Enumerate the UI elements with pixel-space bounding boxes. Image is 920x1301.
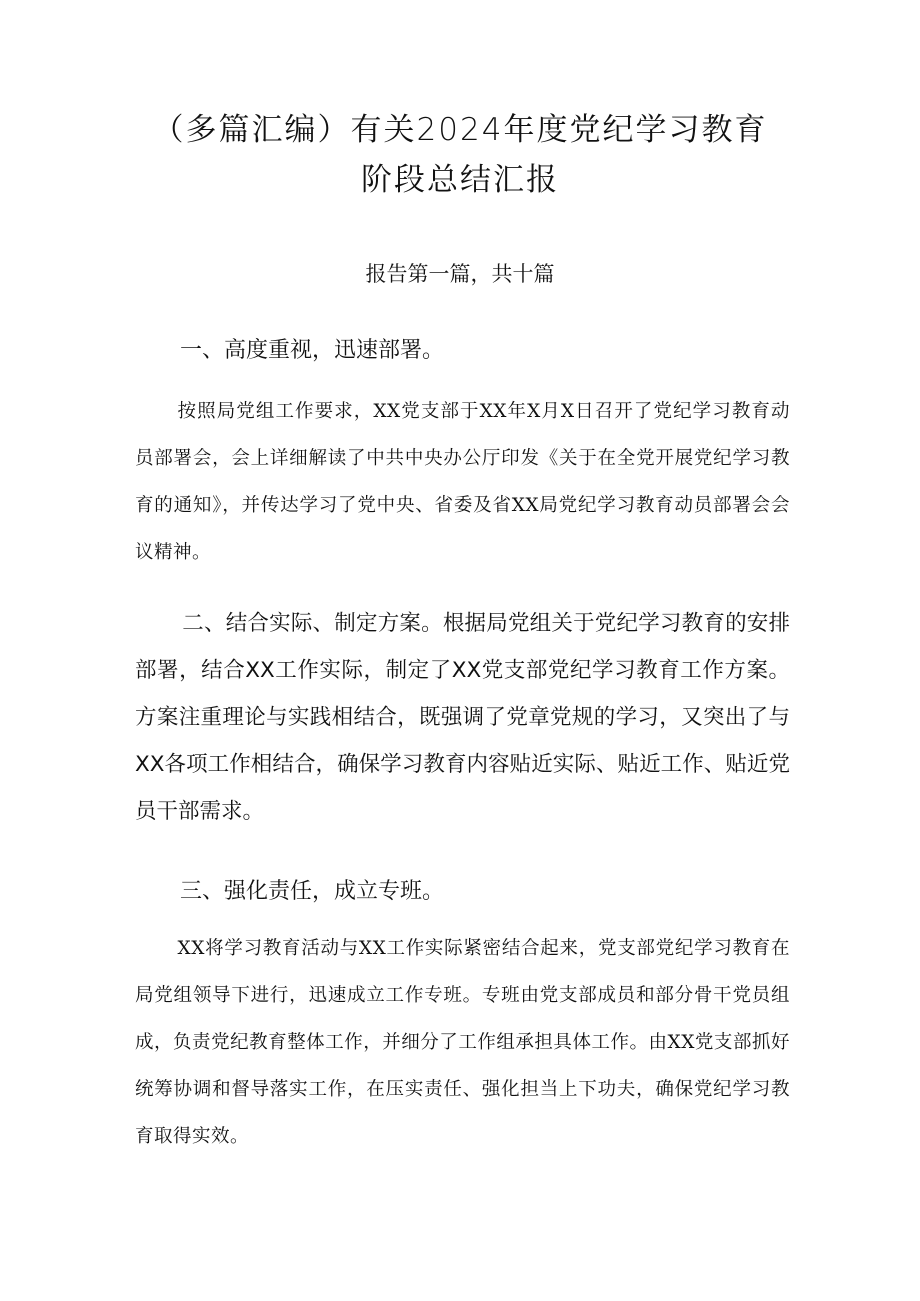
document-title-line-2: 阶段总结汇报 [361,162,559,198]
section-3-heading: 三、强化责任，成立专班。 [180,879,445,904]
section-1-heading: 一、高度重视，迅速部署。 [180,338,445,363]
report-subtitle: 报告第一篇，共十篇 [365,262,555,286]
section-1-body: 按照局党组工作要求，XX党支部于XX年X月X日召开了党纪学习教育动员部署会，会上详细解读了中共中央办公厅印发《关于在全党开展党纪学习教育的通知》，并传达学习了党中央、省委及省XX局党纪学习教育动员部署会会议精神。 [135,401,790,563]
section-3-body: XX将学习教育活动与XX工作实际紧密结合起来，党支部党纪学习教育在局党组领导下进行，迅速成立工作专班。专班由党支部成员和部分骨干党员组成，负责党纪教育整体工作，并细分了工作组承担具体工作。由XX党支部抓好统筹协调和督导落实工作，在压实责任、强化担当上下功夫，确保党纪学习教育取得实效。 [135,938,790,1147]
document-title-line-1: （多篇汇编）有关2024年度党纪学习教育 [152,112,768,148]
section-2-paragraph: 二、结合实际、制定方案。根据局党组关于党纪学习教育的安排部署，结合XX工作实际，制定了XX党支部党纪学习教育工作方案。方案注重理论与实践相结合，既强调了党章党规的学习，又突出了与XX各项工作相结合，确保学习教育内容贴近实际、贴近工作、贴近党员干部需求。 [135,611,790,824]
